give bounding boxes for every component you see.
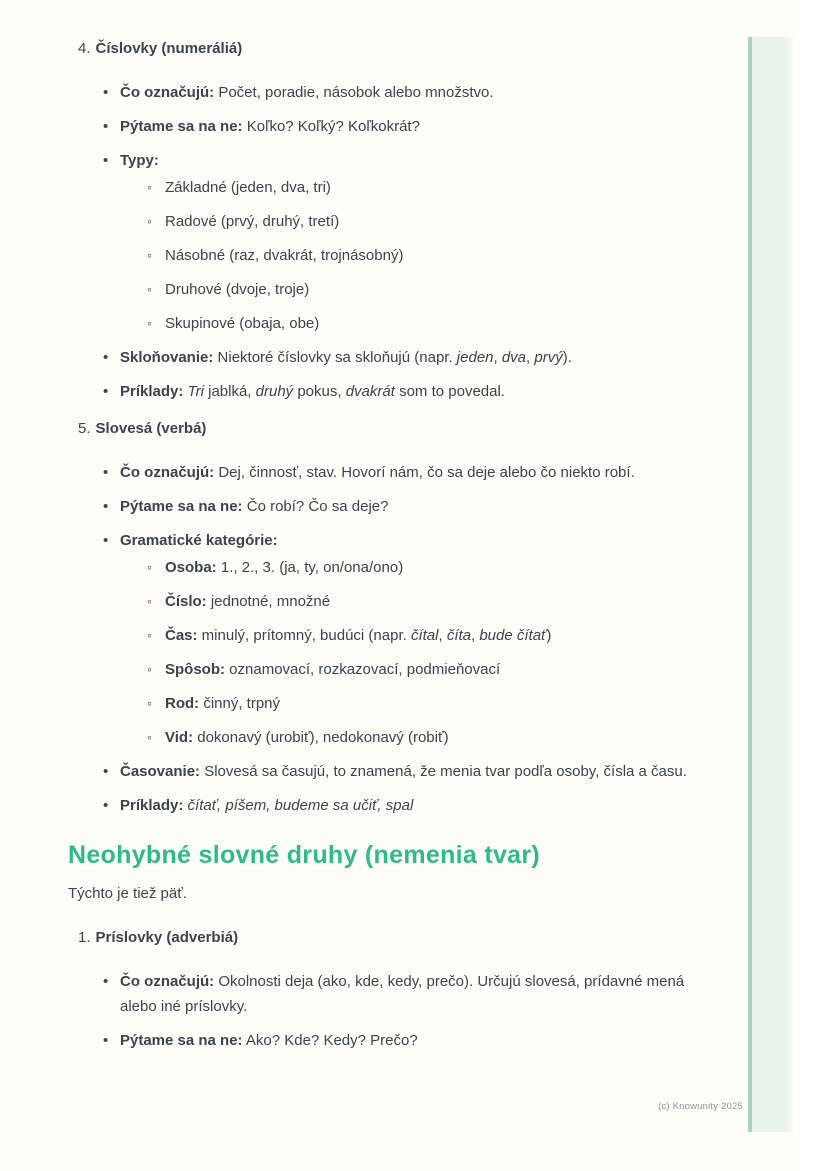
list-item: • Gramatické kategórie: ◦ Osoba: 1., 2., 3. (ja, ty, on/ona/ono) ◦ Číslo: jednotné, množné ◦ Čas: minulý, prítomný, budúci (napr. čítal, číta, bude čítať) ◦ Spôsob: oznamovací, rozkazovací, podmieňovací ◦ Rod: činný, trpný ◦ Vid: dokonavý (urobiť), nedokonavý (robiť) [120, 528, 708, 759]
list-number: 1. [78, 929, 91, 946]
bullet-list [68, 460, 708, 827]
numbered-heading [78, 416, 708, 441]
bullet-list [68, 80, 708, 413]
section-heading: Neohybné slovné druhy (nemenia tvar) [68, 841, 541, 869]
list-item: • Pýtame sa na ne: Čo robí? Čo sa deje? [120, 494, 708, 528]
sub-list-item: ◦ Skupinové (obaja, obe) [165, 311, 708, 336]
sub-bullet-list [120, 175, 708, 336]
sub-list-item: ◦ Spôsob: oznamovací, rozkazovací, podmieňovací [165, 657, 708, 691]
list-number: 4. [78, 40, 91, 57]
sub-list-item: ◦ Osoba: 1., 2., 3. (ja, ty, on/ona/ono) [165, 555, 708, 589]
sub-list-item: ◦ Číslo: jednotné, množné [165, 589, 708, 623]
sub-list-item: ◦ Radové (prvý, druhý, tretí) [165, 209, 708, 243]
sub-list-item: ◦ Násobné (raz, dvakrát, trojnásobný) [165, 243, 708, 277]
list-item: • Príklady: Tri jablká, druhý pokus, dvakrát som to povedal. [120, 379, 708, 413]
sub-list-item: ◦ Vid: dokonavý (urobiť), nedokonavý (robiť) [165, 725, 708, 750]
list-item: • Skloňovanie: Niektoré číslovky sa skloňujú (napr. jeden, dva, prvý). [120, 345, 708, 379]
list-item: • Typy: ◦ Základné (jeden, dva, tri) ◦ Radové (prvý, druhý, tretí) ◦ Násobné (raz, dvakrát, trojnásobný) ◦ Druhové (dvoje, troje) ◦ Skupinové (obaja, obe) [120, 148, 708, 345]
list-item: • Časovanie: Slovesá sa časujú, to znamená, že menia tvar podľa osoby, čísla a času. [120, 759, 708, 793]
list-item: • Pýtame sa na ne: Koľko? Koľký? Koľkokrát? [120, 114, 708, 148]
page-accent-bar [748, 37, 794, 1132]
list-item: • Pýtame sa na ne: Ako? Kde? Kedy? Prečo? [120, 1028, 708, 1062]
numbered-heading-title: Číslovky (numeráliá) [95, 40, 243, 57]
numbered-heading-title: Príslovky (adverbiá) [95, 929, 239, 946]
list-item: • Čo označujú: Okolnosti deja (ako, kde, kedy, prečo). Určujú slovesá, prídavné mená alebo iné príslovky. [120, 969, 708, 1028]
numbered-heading [78, 925, 708, 950]
bullet-list [68, 969, 708, 1062]
copyright-watermark: (c) Knowunity 2025 [658, 1101, 743, 1112]
list-item: • Príklady: čítať, píšem, budeme sa učiť, spal [120, 793, 708, 827]
list-item: • Čo označujú: Dej, činnosť, stav. Hovorí nám, čo sa deje alebo čo niekto robí. [120, 460, 708, 494]
sub-bullet-list [120, 555, 708, 750]
sub-list-item: ◦ Čas: minulý, prítomný, budúci (napr. čítal, číta, bude čítať) [165, 623, 708, 657]
list-item: • Čo označujú: Počet, poradie, násobok alebo množstvo. [120, 80, 708, 114]
sub-list-item: ◦ Rod: činný, trpný [165, 691, 708, 725]
numbered-heading-title: Slovesá (verbá) [95, 420, 207, 437]
sub-list-item: ◦ Základné (jeden, dva, tri) [165, 175, 708, 209]
numbered-heading [78, 36, 708, 61]
list-number: 5. [78, 420, 91, 437]
paragraph: Týchto je tiež päť. [68, 885, 188, 902]
sub-list-item: ◦ Druhové (dvoje, troje) [165, 277, 708, 311]
